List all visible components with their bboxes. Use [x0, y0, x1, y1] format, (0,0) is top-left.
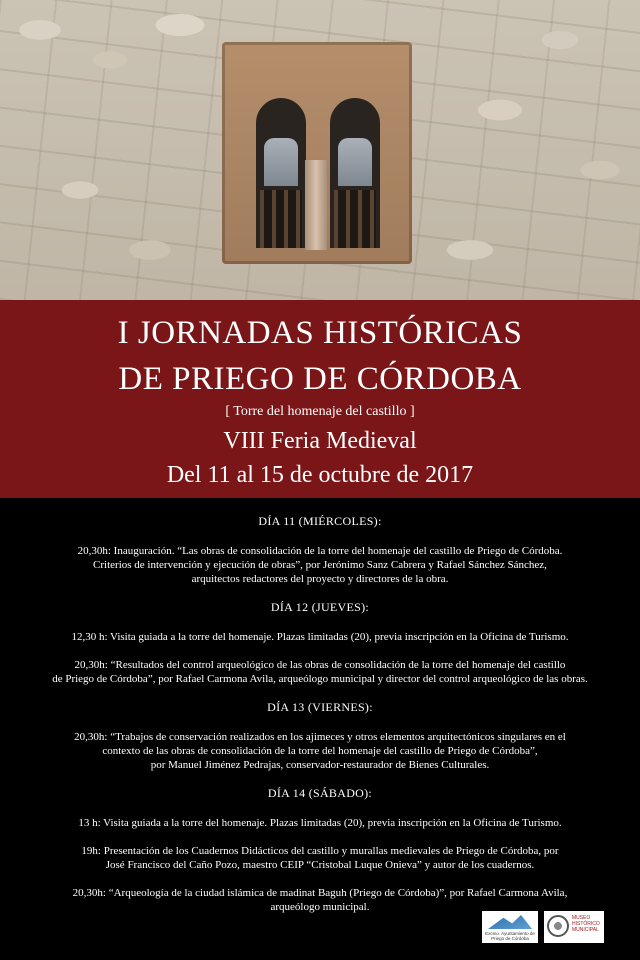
- event-line: arquitectos redactores del proyecto y directores de la obra.: [191, 573, 449, 585]
- program-event: [30, 844, 610, 872]
- day-heading: DÍA 11 (MIÉRCOLES):: [258, 514, 382, 528]
- right-arch: [330, 98, 380, 248]
- program-event: [30, 886, 610, 914]
- title-line-1: I JORNADAS HISTÓRICAS: [117, 315, 523, 351]
- feria-title: VIII Feria Medieval: [223, 428, 417, 454]
- seal-icon: [547, 915, 569, 937]
- event-line: 20,30h: “Arqueología de la ciudad islámica de madinat Baguh (Priego de Córdoba)”, por Rafael Carmona Avila,: [72, 887, 568, 899]
- day-heading: DÍA 13 (VIERNES):: [267, 700, 373, 714]
- logos: [482, 911, 604, 943]
- subtitle: [ Torre del homenaje del castillo ]: [225, 404, 415, 419]
- event-line: José Francisco del Caño Pozo, maestro CEIP “Cristobal Luque Onieva” y autor de los cuadernos.: [105, 859, 535, 871]
- museo-logo-text: MUSEO HISTÓRICO MUNICIPAL: [572, 915, 600, 933]
- left-arch: [256, 98, 306, 248]
- event-line: contexto de las obras de consolidación de la torre del homenaje del castillo de Priego de Córdoba”,: [102, 745, 538, 757]
- window-column: [305, 160, 327, 250]
- day-heading: DÍA 14 (SÁBADO):: [267, 786, 373, 800]
- event-line: 20,30h: “Resultados del control arqueológico de las obras de consolidación de la torre del homenaje del castillo: [74, 659, 566, 671]
- event-dates: Del 11 al 15 de octubre de 2017: [166, 462, 474, 488]
- event-line: 19h: Presentación de los Cuadernos Didácticos del castillo y murallas medievales de Priego de Córdoba, por: [81, 845, 559, 857]
- program-event: [30, 630, 610, 644]
- program-event: [30, 816, 610, 830]
- title-line-2: DE PRIEGO DE CÓRDOBA: [118, 361, 522, 397]
- event-line: 20,30h: Inauguración. “Las obras de consolidación de la torre del homenaje del castillo de Priego de Córdoba.: [77, 545, 563, 557]
- event-line: 20,30h: “Trabajos de conservación realizados en los ajimeces y otros elementos arquitectónicos singulares en el: [74, 731, 566, 743]
- event-line: Criterios de intervención y ejecución de obras”, por Jerónimo Sanz Cabrera y Rafael Sánchez Sánchez,: [93, 559, 547, 571]
- program-event: [30, 658, 610, 686]
- day-heading: DÍA 12 (JUEVES):: [270, 600, 370, 614]
- event-line: arqueólogo municipal.: [270, 901, 370, 913]
- event-line: 12,30 h: Visita guiada a la torre del homenaje. Plazas limitadas (20), previa inscripción en la Oficina de Turismo.: [71, 631, 569, 643]
- event-line: 13 h: Visita guiada a la torre del homenaje. Plazas limitadas (20), previa inscripción en la Oficina de Turismo.: [78, 817, 562, 829]
- event-line: por Manuel Jiménez Pedrajas, conservador-restaurador de Bienes Culturales.: [150, 759, 490, 771]
- title-band: [0, 300, 640, 498]
- program-event: [30, 730, 610, 772]
- museo-logo: [544, 911, 604, 943]
- ayuntamiento-logo-text: Excmo. Ayuntamiento de Priego de Córdoba: [485, 931, 535, 941]
- mountain-icon: [488, 915, 532, 929]
- stone-wall-photo: [0, 0, 640, 300]
- program: [30, 500, 610, 928]
- program-event: [30, 544, 610, 586]
- event-line: de Priego de Córdoba”, por Rafael Carmona Avila, arqueólogo municipal y director del control arqueológico de las obras.: [52, 673, 588, 685]
- ayuntamiento-logo: [482, 911, 538, 943]
